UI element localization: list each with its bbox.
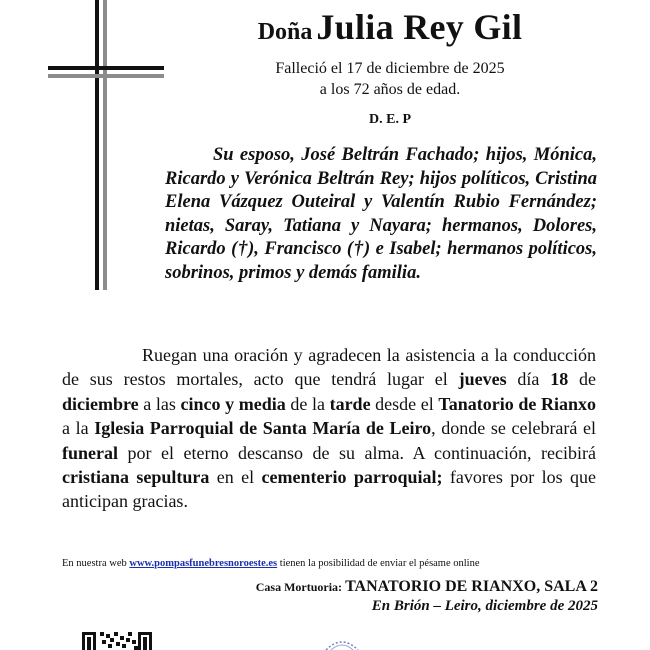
body-text-segment: de la — [285, 393, 330, 414]
body-text-segment: favores por los que anticipan gracias. — [62, 467, 596, 512]
cross-icon — [45, 0, 165, 300]
web-suffix: tienen la posibilidad de enviar el pésame online — [277, 558, 480, 569]
casa-mortuoria — [256, 578, 598, 596]
web-prefix: En nuestra web — [62, 558, 130, 569]
body-bold-tanatorio: Tanatorio de Rianxo — [438, 393, 597, 414]
honorific: Doña — [257, 19, 313, 45]
body-text-segment: , donde se celebrará el — [431, 418, 597, 439]
body-text-segment: desde el — [370, 393, 439, 414]
body-text-segment: día — [506, 369, 551, 390]
body-bold-funeral: funeral — [62, 442, 118, 463]
casa-value: TANATORIO DE RIANXO, SALA 2 — [345, 578, 598, 595]
death-date-line: Falleció el 17 de diciembre de 2025 — [275, 60, 505, 77]
family-paragraph: Su esposo, José Beltrán Fachado; hijos, Mónica, Ricardo y Verónica Beltrán Rey; hijos políticos, Cristina Elena Vázquez Outeiral y Valentín Rubio Fernández; nietas, Saray, Tatiana y Nayara; hermanos, Dolores, Ricardo (†), Francisco (†) e Isabel; hermanos políticos, sobrinos, primos y demás familia. — [165, 145, 597, 283]
body-bold-time: cinco y media — [180, 393, 286, 414]
ceremony-paragraph — [62, 343, 596, 514]
cross-vertical-gray — [103, 0, 107, 290]
body-text-segment: Ruegan una oración y agradecen la asistencia a la conducción de sus restos mortales, acto que tendrá lugar el — [62, 345, 596, 390]
body-bold-burial: cristiana sepultura — [62, 467, 210, 488]
body-text-segment: en el — [209, 467, 262, 488]
body-text-segment: por el eterno descanso de su alma. A continuación, recibirá — [118, 442, 596, 463]
place-date: En Brión – Leiro, diciembre de 2025 — [371, 598, 598, 614]
cross-horizontal-black — [48, 66, 164, 70]
body-bold-month: diciembre — [62, 393, 139, 414]
body-bold-day: jueves — [458, 369, 507, 390]
cross-vertical-black — [95, 0, 99, 290]
age-line: a los 72 años de edad. — [319, 81, 461, 98]
body-bold-cemetery: cementerio parroquial; — [261, 467, 443, 488]
website-link[interactable]: www.pompasfunebresnoroeste.es — [129, 558, 278, 569]
body-text-segment: a la — [62, 418, 95, 439]
dep-label: D. E. P — [369, 112, 411, 127]
body-bold-period: tarde — [329, 393, 371, 414]
body-text-segment: a las — [138, 393, 181, 414]
body-text-segment: de — [568, 369, 596, 390]
deceased-name: Julia Rey Gil — [316, 7, 523, 47]
web-notice — [62, 558, 602, 569]
deceased-title — [200, 6, 580, 48]
body-bold-church: Iglesia Parroquial de Santa María de Leiro — [94, 418, 432, 439]
cross-horizontal-gray — [48, 74, 164, 78]
casa-label: Casa Mortuoria: — [255, 580, 346, 594]
emblem-icon — [322, 636, 362, 650]
qr-code-icon — [82, 632, 166, 650]
body-bold-date: 18 — [550, 369, 569, 390]
